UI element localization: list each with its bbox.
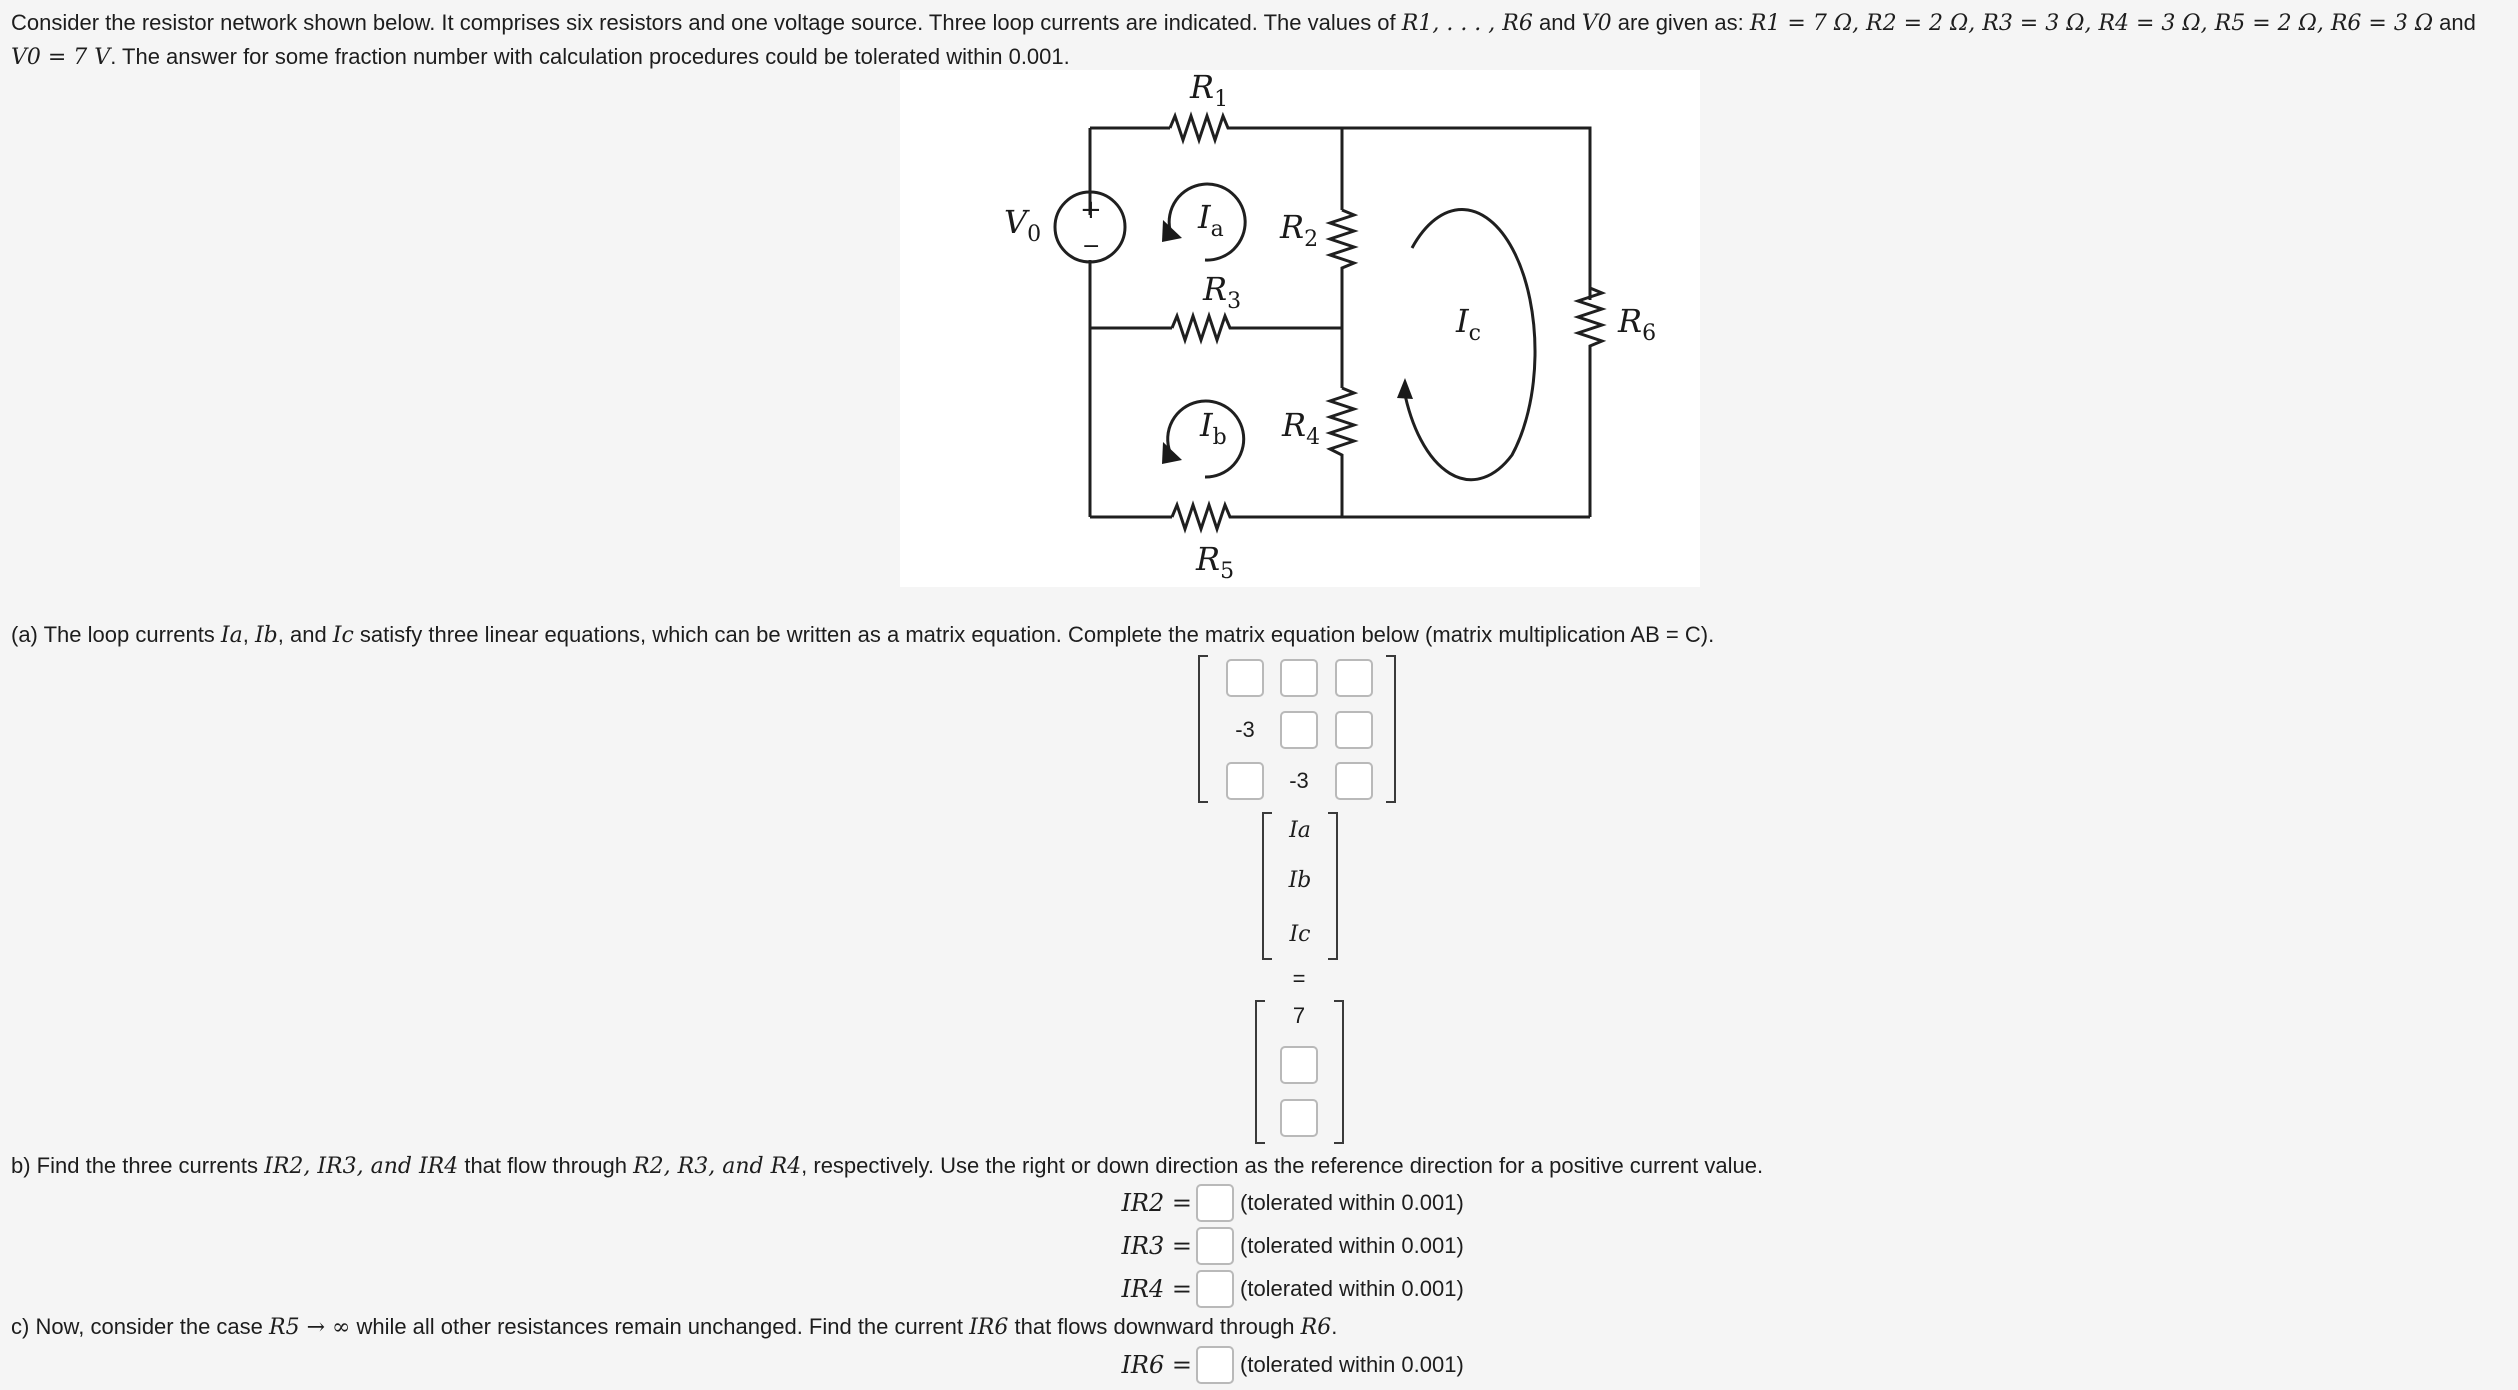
part-b-text-3: , respectively. Use the right or down direction as the reference direction for a positive current value.: [801, 1153, 1764, 1178]
r5-label: $R_5$: [1196, 540, 1235, 584]
part-b-question: [11, 1151, 1763, 1182]
problem-statement: [11, 6, 2511, 74]
circuit-svg: [900, 70, 1700, 587]
part-b-resistors: R2, R3, and R4: [633, 1154, 802, 1179]
part-a-sep: ,: [242, 622, 255, 647]
intro-and: and: [2433, 10, 2476, 35]
intro-text-4: . The answer for some fraction number with calculation procedures could be tolerated within 0.001.: [110, 44, 1070, 69]
ir6-input[interactable]: [1196, 1346, 1234, 1384]
loop-ib-arrowhead: [1162, 442, 1182, 464]
vector-c2-input[interactable]: [1280, 1046, 1318, 1084]
part-a-ib: Ib: [254, 623, 278, 648]
ir2-tolerance: (tolerated within 0.001): [1240, 1190, 1464, 1215]
ir4-label: IR4 =: [1121, 1275, 1192, 1303]
r5-resistor: [1172, 505, 1240, 529]
loop-ia-arrowhead: [1162, 220, 1182, 242]
vector-c3-input[interactable]: [1280, 1099, 1318, 1137]
ib-label: $I_b$: [1200, 406, 1227, 450]
ir4-input[interactable]: [1196, 1270, 1234, 1308]
part-a-ic: Ic: [332, 623, 354, 648]
circuit-diagram: [900, 70, 1700, 587]
ir3-input[interactable]: [1196, 1227, 1234, 1265]
intro-text-2: and: [1532, 10, 1582, 35]
part-a-text-2: satisfy three linear equations, which can be written as a matrix equation. Complete the matrix equation below (matrix multiplication AB = C).: [353, 622, 1715, 647]
matrix-a33-input[interactable]: [1335, 762, 1373, 800]
intro-text-3: are given as:: [1611, 10, 1750, 35]
part-b-currents: IR2, IR3, and IR4: [264, 1154, 459, 1179]
matrix-a22-input[interactable]: [1280, 711, 1318, 749]
top-wire: [1090, 128, 1590, 300]
matrix-a21-value: -3: [1235, 717, 1255, 742]
v0-value: V0 = 7 V: [11, 45, 111, 70]
part-a-question: [11, 620, 1714, 651]
vector-ic: Ic: [1289, 922, 1311, 947]
part-c-limit: R5 → ∞: [269, 1315, 351, 1340]
matrix-a-right-bracket: [1386, 655, 1396, 803]
ir2-input[interactable]: [1196, 1184, 1234, 1222]
vector-ib: Ib: [1288, 868, 1312, 893]
r6-label: $R_6$: [1618, 302, 1657, 346]
matrix-a-left-bracket: [1198, 655, 1208, 803]
equals-sign: =: [1292, 966, 1306, 991]
v0-symbol: V0: [1581, 11, 1612, 36]
part-a-text-1: (a) The loop currents: [11, 622, 221, 647]
r1-resistor: [1170, 116, 1240, 140]
part-c-text-3: that flows downward through: [1008, 1314, 1301, 1339]
ic-label: $I_c$: [1456, 302, 1481, 346]
intro-text-1: Consider the resistor network shown below. It comprises six resistors and one voltage source. Three loop currents are indicated. The values of: [11, 10, 1402, 35]
ia-label: $I_a$: [1198, 198, 1224, 242]
part-c-text-1: c) Now, consider the case: [11, 1314, 270, 1339]
r2-resistor: [1330, 210, 1354, 275]
part-c-text-2: while all other resistances remain unchanged. Find the current: [350, 1314, 970, 1339]
r1-label: $R_1$: [1190, 70, 1229, 112]
r3-resistor: [1172, 316, 1240, 340]
part-a-ia: Ia: [220, 623, 243, 648]
ir6-tolerance: (tolerated within 0.001): [1240, 1352, 1464, 1377]
r4-resistor: [1330, 388, 1354, 460]
part-c-current: IR6: [969, 1315, 1009, 1340]
part-c-question: [11, 1312, 1337, 1343]
part-c-text-4: .: [1331, 1314, 1338, 1339]
matrix-a12-input[interactable]: [1280, 659, 1318, 697]
part-a-and: , and: [277, 622, 333, 647]
r3-label: $R_3$: [1203, 270, 1242, 314]
matrix-a11-input[interactable]: [1226, 659, 1264, 697]
matrix-a13-input[interactable]: [1335, 659, 1373, 697]
matrix-a32-value: -3: [1289, 768, 1309, 793]
vector-c1-value: 7: [1292, 1003, 1306, 1028]
ir3-tolerance: (tolerated within 0.001): [1240, 1233, 1464, 1258]
minus-sign: −: [1082, 234, 1101, 259]
r4-label: $R_4$: [1282, 406, 1321, 450]
matrix-a31-input[interactable]: [1226, 762, 1264, 800]
vector-c-right-bracket: [1334, 1000, 1344, 1144]
vector-c-left-bracket: [1255, 1000, 1265, 1144]
part-b-text-1: b) Find the three currents: [11, 1153, 265, 1178]
matrix-a23-input[interactable]: [1335, 711, 1373, 749]
ir4-tolerance: (tolerated within 0.001): [1240, 1276, 1464, 1301]
ir3-label: IR3 =: [1121, 1232, 1192, 1260]
part-b-text-2: that flow through: [458, 1153, 634, 1178]
vector-ia: Ia: [1289, 818, 1311, 843]
ir6-label: IR6 =: [1121, 1351, 1192, 1379]
r1-to-r6: R1, . . . , R6: [1401, 11, 1533, 36]
v0-label: $V_0$: [1004, 203, 1042, 247]
ir2-label: IR2 =: [1121, 1189, 1192, 1217]
loop-ic-arrowhead: [1397, 378, 1413, 399]
given-values: R1 = 7 Ω, R2 = 2 Ω, R3 = 3 Ω, R4 = 3 Ω, R5 = 2 Ω, R6 = 3 Ω: [1749, 11, 2434, 36]
r2-label: $R_2$: [1280, 208, 1319, 252]
plus-sign: +: [1080, 195, 1102, 225]
part-c-resistor: R6: [1300, 1315, 1332, 1340]
